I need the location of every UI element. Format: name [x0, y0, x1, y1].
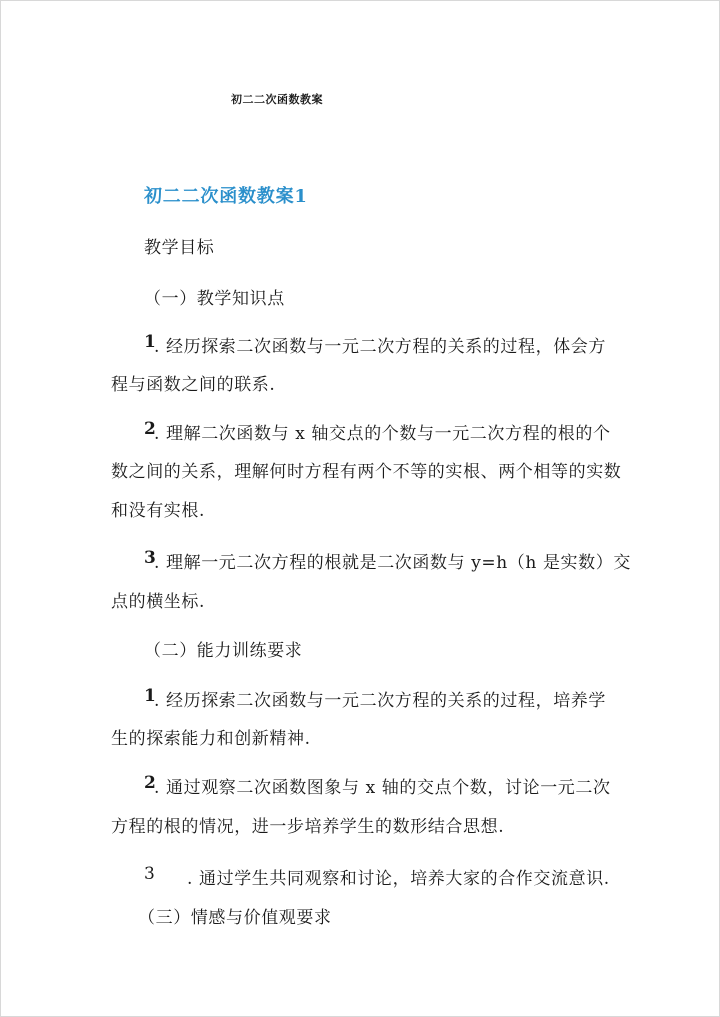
- item-text: 生的探索能力和创新精神.: [111, 729, 311, 749]
- item-text: . 通过观察二次函数图象与 x 轴的交点个数，讨论一元二次: [154, 778, 611, 798]
- item-text: . 理解二次函数与 x 轴交点的个数与一元二次方程的根的个: [154, 424, 611, 444]
- item-text: . 通过学生共同观察和讨论，培养大家的合作交流意识.: [187, 869, 610, 889]
- section-1-title: （一）教学知识点: [144, 289, 285, 309]
- item-text: . 理解一元二次方程的根就是二次函数与 y=h（h 是实数）交: [154, 553, 631, 573]
- item-text: . 经历探索二次函数与一元二次方程的关系的过程，培养学: [154, 691, 607, 711]
- goal-title: 教学目标: [144, 238, 215, 258]
- doc-header: 初二二次函数教案: [231, 93, 323, 106]
- item-number: 3: [144, 864, 156, 884]
- item-number: 1: [144, 686, 157, 706]
- item-number: 2: [144, 419, 157, 439]
- item-number: 1: [144, 332, 157, 352]
- item-text: 点的横坐标.: [111, 592, 206, 612]
- item-text: 方程的根的情况，进一步培养学生的数形结合思想.: [111, 817, 505, 837]
- item-number: 2: [144, 773, 157, 793]
- item-text: 数之间的关系，理解何时方程有两个不等的实根、两个相等的实数: [111, 462, 622, 482]
- item-number: 3: [144, 548, 157, 568]
- section-2-title: （二）能力训练要求: [144, 641, 303, 661]
- doc-heading: 初二二次函数教案1: [144, 186, 308, 207]
- item-text: . 经历探索二次函数与一元二次方程的关系的过程，体会方: [154, 337, 607, 357]
- section-3-title: （三）情感与价值观要求: [138, 908, 332, 928]
- item-text: 和没有实根.: [111, 501, 206, 521]
- item-text: 程与函数之间的联系.: [111, 375, 276, 395]
